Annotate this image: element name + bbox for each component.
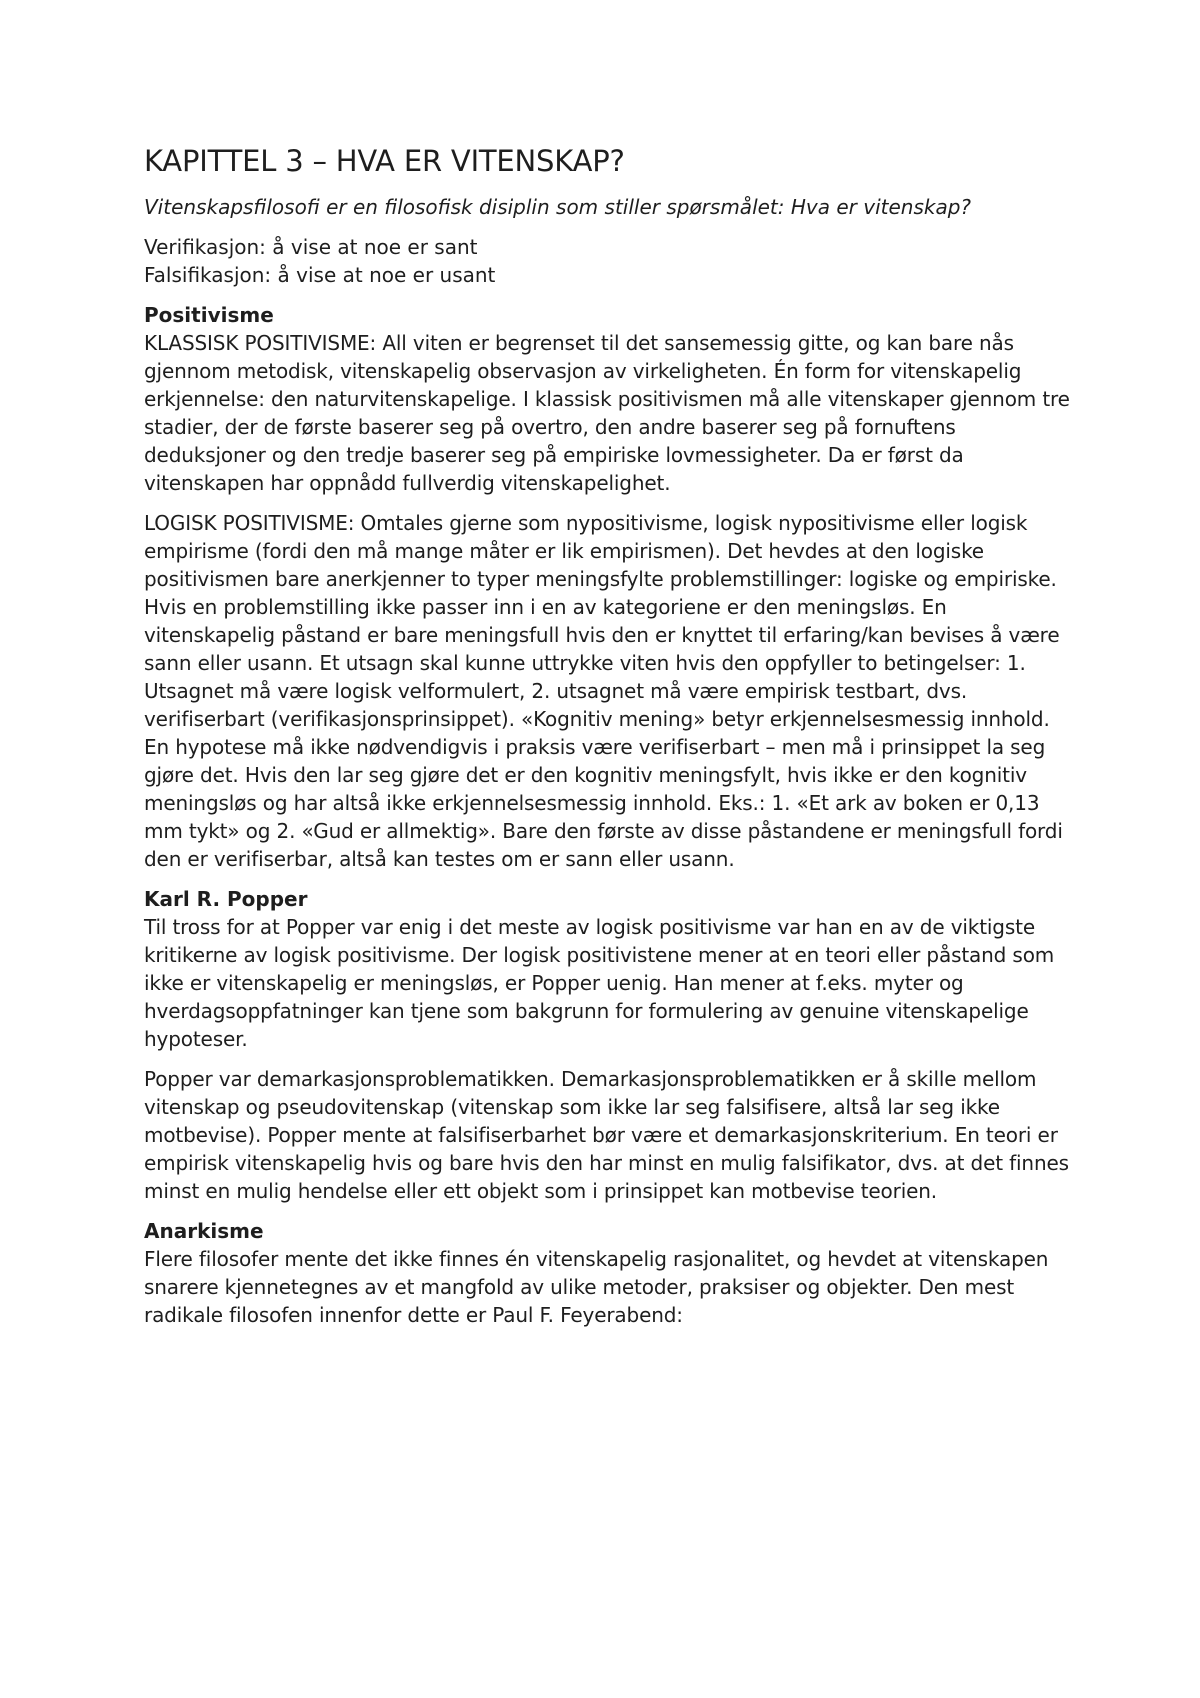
paragraph: LOGISK POSITIVISME: Omtales gjerne som nypositivisme, logisk nypositivisme eller logisk empirisme (fordi den må mange måter er lik empirismen). Det hevdes at den logiske positivismen bare anerkjenner to typer meningsfylte problemstillinger: logiske og empiriske. Hvis en problemstilling ikke passer inn i en av kategoriene er den meningsløs. En vitenskapelig påstand er bare meningsfull hvis den er knyttet til erfaring/kan bevises å være sann eller usann. Et utsagn skal kunne uttrykke viten hvis den oppfyller to betingelser: 1. Utsagnet må være logisk velformulert, 2. utsagnet må være empirisk testbart, dvs. verifiserbart (verifikasjonsprinsippet). «Kognitiv mening» betyr erkjennelsesmessig innhold. En hypotese må ikke nødvendigvis i praksis være verifiserbart – men må i prinsippet la seg gjøre det. Hvis den lar seg gjøre det er den kognitiv meningsfylt, hvis ikke er den kognitiv meningsløs og har altså ikke erkjennelsesmessig innhold. Eks.: 1. «Et ark av boken er 0,13 mm tykt» og 2. «Gud er allmektig». Bare den første av disse påstandene er meningsfull fordi den er verifiserbar, altså kan testes om er sann eller usann. — [144, 510, 1063, 871]
definition-falsifikasjon: Falsifikasjon: å vise at noe er usant — [144, 262, 496, 287]
document-page — [144, 143, 1074, 1341]
definition-verifikasjon: Verifikasjon: å vise at noe er sant — [144, 234, 478, 259]
paragraph: KLASSISK POSITIVISME: All viten er begrenset til det sansemessig gitte, og kan bare nås gjennom metodisk, vitenskapelig observasjon av virkeligheten. Én form for vitenskapelig erkjennelse: den naturvitenskapelige. I klassisk positivismen må alle vitenskaper gjennom tre stadier, der de første baserer seg på overtro, den andre baserer seg på fornuftens deduksjoner og den tredje baserer seg på empiriske lovmessigheter. Da er først da vitenskapen har oppnådd fullverdig vitenskapelighet. — [144, 330, 1070, 495]
paragraph: Flere filosofer mente det ikke finnes én vitenskapelig rasjonalitet, og hevdet at vitenskapen snarere kjennetegnes av et mangfold av ulike metoder, praksiser og objekter. Den mest radikale filosofen innenfor dette er Paul F. Feyerabend: — [144, 1246, 1049, 1327]
section-heading: Anarkisme — [144, 1218, 264, 1243]
section-heading: Positivisme — [144, 302, 274, 327]
paragraph: Popper var demarkasjonsproblematikken. Demarkasjonsproblematikken er å skille mellom vitenskap og pseudovitenskap (vitenskap som ikke lar seg falsifisere, altså lar seg ikke motbevise). Popper mente at falsifiserbarhet bør være et demarkasjonskriterium. En teori er empirisk vitenskapelig hvis og bare hvis den har minst en mulig falsifikator, dvs. at det finnes minst en mulig hendelse eller ett objekt som i prinsippet kan motbevise teorien. — [144, 1066, 1069, 1203]
definitions-block — [144, 233, 1074, 289]
section-anarkisme — [144, 1217, 1074, 1329]
page-subtitle: Vitenskapsfilosofi er en filosofisk disiplin som stiller spørsmålet: Hva er vitenskap? — [144, 194, 972, 219]
section-positivisme — [144, 301, 1074, 873]
page-title: KAPITTEL 3 – HVA ER VITENSKAP? — [144, 144, 625, 178]
section-heading: Karl R. Popper — [144, 886, 308, 911]
section-popper — [144, 885, 1074, 1205]
paragraph: Til tross for at Popper var enig i det meste av logisk positivisme var han en av de viktigste kritikerne av logisk positivisme. Der logisk positivistene mener at en teori eller påstand som ikke er vitenskapelig er meningsløs, er Popper uenig. Han mener at f.eks. myter og hverdagsoppfatninger kan tjene som bakgrunn for formulering av genuine vitenskapelige hypoteser. — [144, 914, 1055, 1051]
